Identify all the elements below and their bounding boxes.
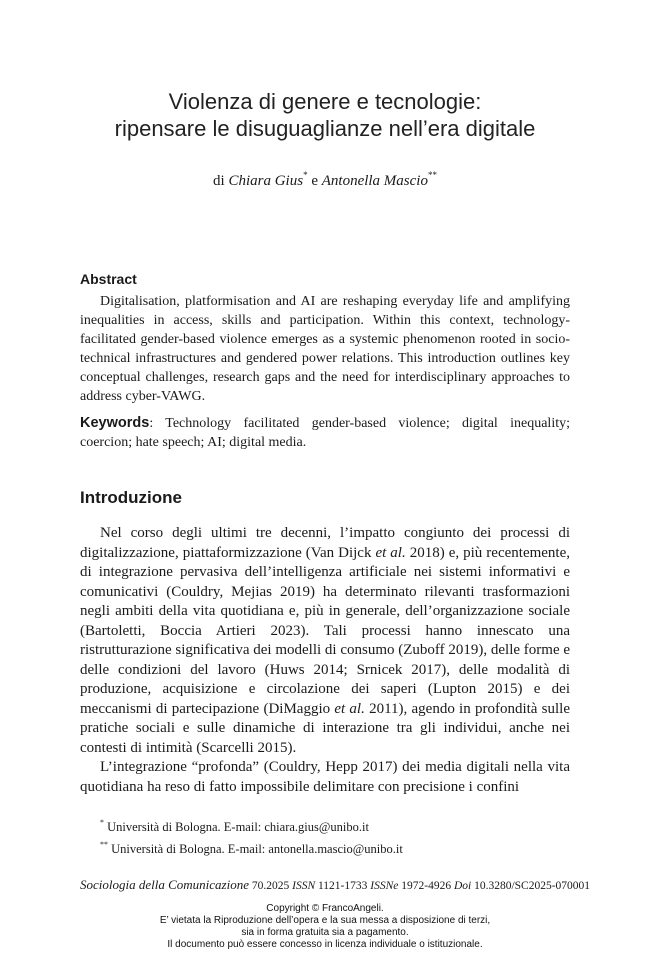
- journal-name: Sociologia della Comunicazione: [80, 877, 249, 892]
- footnote-2-text: Università di Bologna. E-mail: antonella.mascio@unibo.it: [108, 842, 403, 856]
- copyright-line-2: E’ vietata la Riproduzione dell’opera e la sua messa a disposizione di terzi,: [159, 915, 491, 926]
- body-text: [80, 524, 570, 797]
- journal-citation: [80, 877, 591, 893]
- abstract-heading: Abstract: [80, 271, 137, 287]
- p1-em-a: et al.: [375, 544, 406, 561]
- section-heading: Introduzione: [80, 488, 182, 507]
- author-conjunction: e: [311, 173, 318, 189]
- author-1-name: Chiara Gius: [228, 173, 304, 189]
- p1-text-c: 2011), agendo in profondità sulle pratiche sociali e sulle dinamiche di interazione tra gli individui, anche nei contesti di intimità (Scarcelli 2015).: [80, 700, 570, 756]
- body-paragraph-2: L’integrazione “profonda” (Couldry, Hepp 2017) dei media digitali nella vita quotidiana ha reso di fatto impossibile delimitare con precisione i confini: [80, 759, 570, 795]
- footnote-2: [100, 836, 570, 858]
- copyright-line-1: Copyright © FrancoAngeli.: [266, 903, 384, 914]
- author-1-mark: *: [303, 170, 308, 180]
- issn-value: 1121-1733: [315, 880, 371, 892]
- keywords-text: : Technology facilitated gender-based violence; digital inequality; coercion; hate speech; AI; digital media.: [80, 416, 570, 450]
- p1-text-b: 2018) e, più recentemente, di integrazione pervasiva dell’intelligenza artificiale nei sistemi informativi e comunicativi (Couldry, Mejias 2019) ha determinato rilevanti trasformazioni negli ambiti della vita quotidiana e, più in generale, dell’organizzazione sociale (Bartoletti, Boccia Artieri 2023). Tali processi hanno innescato una ristrutturazione significativa dei modelli di consumo (Zuboff 2019), delle forme e delle condizioni del lavoro (Huws 2014; Srnicek 2017), delle modalità di produzione, acquisizione e circolazione dei saperi (Lupton 2015) e dei meccanismi di partecipazione (DiMaggio: [80, 544, 571, 717]
- keywords-label: Keywords: [80, 415, 150, 431]
- footnotes: [100, 814, 570, 858]
- footnote-2-mark: **: [100, 840, 108, 849]
- copyright-notice: [0, 903, 650, 951]
- author-prefix: di: [213, 173, 225, 189]
- abstract-text: Digitalisation, platformisation and AI are reshaping everyday life and amplifying inequalities in access, skills and participation. Within this context, technology-facilitated gender-based violence emerges as a systemic phenomenon rooted in socio-technical infrastructures and gendered power relations. This introduction outlines key conceptual challenges, research gaps and the need for interdisciplinary approaches to address cyber-VAWG.: [80, 294, 570, 404]
- title-line-1: Violenza di genere e tecnologie:: [168, 89, 482, 114]
- article-title: [40, 88, 610, 142]
- footnote-1-mark: *: [100, 818, 104, 827]
- footnote-1-text: Università di Bologna. E-mail: chiara.gius@unibo.it: [104, 820, 369, 834]
- p1-text-a: Nel corso degli ultimi tre decenni, l’impatto congiunto dei processi di digitalizzazione, piattaformizzazione (Van Dijck: [80, 525, 570, 561]
- copyright-line-3: sia in forma gratuita sia a pagamento.: [241, 927, 409, 938]
- copyright-line-4: Il documento può essere concesso in licenza individuale o istituzionale.: [167, 939, 483, 950]
- p1-em-b: et al.: [334, 700, 365, 717]
- author-line: [40, 166, 610, 190]
- issne-label: ISSNe: [370, 880, 399, 892]
- journal-issue: 70.2025: [248, 880, 293, 892]
- doi-value: 10.3280/SC2025-070001: [471, 880, 591, 892]
- body-paragraph-1: [80, 524, 570, 758]
- author-2-mark: **: [427, 170, 437, 180]
- issn-label: ISSN: [292, 880, 316, 892]
- keywords-block: [80, 414, 570, 452]
- title-line-2: ripensare le disuguaglianze nell’era digitale: [114, 116, 536, 141]
- issne-value: 1972-4926: [398, 880, 454, 892]
- footnote-1: [100, 814, 570, 836]
- author-2-name: Antonella Mascio: [321, 173, 428, 189]
- doi-label: Doi: [453, 880, 472, 892]
